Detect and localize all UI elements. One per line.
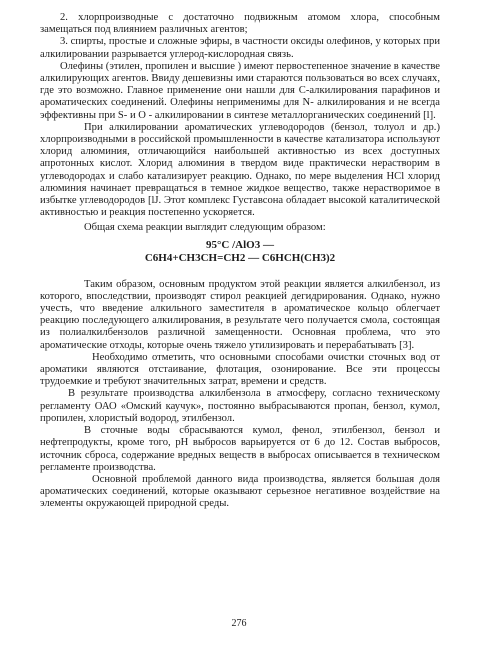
formula-equation: С6Н4+СН3СН=СН2 — С6НСН(СН3)2	[144, 251, 336, 264]
list-item-3: 3. спирты, простые и сложные эфиры, в частности оксиды олефинов, у которых при алкилировании разрывается углерод-кислородная связь.	[40, 36, 440, 60]
formula-conditions: 95°С /АlО3 —	[206, 238, 274, 251]
paragraph-wastewater-discharge: В сточные воды сбрасываются кумол, фенол, этилбензол, бензол и нефтепродукты, кроме того, рН выбросов варьируется от 6 до 12. Состав выбросов, источник сброса, содержание вредных веществ в выбросах описывается в техническом регламенте производства.	[40, 425, 440, 473]
paragraph-wastewater-treatment: Необходимо отметить, что основными способами очистки сточных вод от ароматики являются отстаивание, флотация, озонирование. Все эти процессы трудоемкие и требуют значительных затрат, времени и средств.	[40, 351, 440, 388]
page-number: 276	[231, 618, 247, 629]
paragraph-olefins: Олефины (этилен, пропилен и высшие ) имеют первостепенное значение в качестве алкилирующих агентов. Ввиду дешевизны ими стараются пользоваться во всех случаях, где это возможно. Главное применение они нашли для С-алкилирования парафинов и ароматических соединений. Олефины неприменимы для N- алкилирования и не всегда эффективны при S- и О - алкилировании в синтезе металлорганических соединений [l].	[40, 60, 440, 121]
paragraph-reaction-scheme-intro: Общая схема реакции выглядит следующим образом:	[84, 222, 326, 234]
document-body	[40, 12, 440, 511]
reaction-formula	[40, 239, 440, 265]
paragraph-main-product: Таким образом, основным продуктом этой реакции является алкилбензол, из которого, впоследствии, производят стирол реакцией дегидрирования. Однако, нужно учесть, что введение алкильного заместителя в ароматическое кольцо облегчает реакцию последующего алкилирования, в результате чего получается смола, состоящая из полиалкилбензолов различной замещенности. Основная проблема, что это ароматические отходы, которые очень тяжело утилизировать и перерабатывать [3].	[40, 278, 440, 351]
list-item-2: 2. хлорпроизводные с достаточно подвижным атомом хлора, способным замещаться под влиянием различных агентов;	[40, 12, 440, 36]
paragraph-main-problem: Основной проблемой данного вида производства, является большая доля ароматических соединений, которые оказывают серьезное негативное воздействие на элементы окружающей природной среды.	[40, 473, 440, 510]
paragraph-alkylation-catalyst: При алкилировании ароматических углеводородов (бензол, толуол и др.) хлорпроизводными в российской промышленности в качестве катализатора используют хлорид алюминия, отличающийся наибольшей активностью из всех доступных апротонных кислот. Хлорид алюминия в твердом виде практически нерастворим в углеводородах и слабо катализирует реакцию. Однако, по мере выделения НСl хлорид алюминия начинает превращаться в темное жидкое вещество, также нерастворимое в избытке углеводородов [lJ. Этот комплекс Густавсона обладает высокой каталитической активностью и реакция постепенно ускоряется.	[40, 121, 440, 219]
paragraph-atmosphere-emissions: В результате производства алкилбензола в атмосферу, согласно техническому регламенту ОАО «Омский каучук», постоянно выбрасываются пропан, бензол, кумол, пропилен, хлористый водород, этилбензол.	[40, 388, 440, 424]
